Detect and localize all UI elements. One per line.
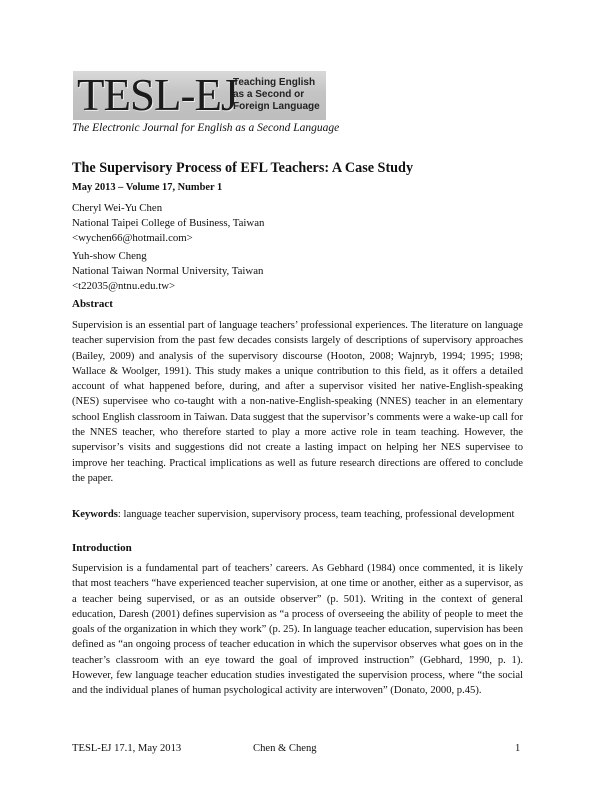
logo-tagline-line: Foreign Language [233, 101, 320, 112]
author-affiliation: National Taipei College of Business, Taiwan [72, 217, 265, 229]
page-number: 1 [515, 743, 521, 754]
author-email[interactable]: <wychen66@hotmail.com> [72, 232, 193, 244]
author-block [72, 249, 263, 294]
abstract-text: Supervision is an essential part of language teachers’ professional experiences. The literature on language teacher supervision from the past few decades consists largely of descriptions of supervisory approaches (Bailey, 2009) and analysis of the supervisory discourse (Hooton, 2008; Wajnryb, 1994; 1995; 1998; Wallace & Woolger, 1991). This study makes a unique contribution to this field, as it offers a detailed account of what happened before, during, and after a supervisor visited her native-English-speaking (NES) supervisee who co-taught with a non-native-English-speaking (NNES) teacher in an elementary school English classroom in Taiwan. Data suggest that the supervisor’s comments were a wake-up call for the NNES teacher, who therefore started to play a more active role in team teaching. However, the supervisor’s visits and suggestions did not create a lasting impact on helping her NES supervisee to improve her teaching. Practical implications as well as future research directions are offered to conclude the paper. [72, 320, 523, 484]
logo-tagline-line: Teaching English [233, 77, 316, 88]
logo-wordmark: TESL-EJ [77, 71, 238, 120]
keywords-text: : language teacher supervision, supervisory process, team teaching, professional development [117, 509, 515, 520]
abstract-heading: Abstract [72, 298, 113, 310]
author-email[interactable]: <t22035@ntnu.edu.tw> [72, 280, 176, 292]
author-affiliation: National Taiwan Normal University, Taiwan [72, 265, 264, 277]
footer-journal-info: TESL-EJ 17.1, May 2013 [72, 743, 182, 754]
article-title: The Supervisory Process of EFL Teachers: A Case Study [72, 160, 414, 176]
keywords-label: Keywords [72, 509, 118, 520]
introduction-text: Supervision is a fundamental part of teachers’ careers. As Gebhard (1984) once commented, it is likely that most teachers “have experienced teacher supervision, at one time or another, either as a supervisor, as a teacher being supervised, or as an outside observer” (p. 501). Writing in the context of general education, Daresh (2001) defines supervision as “a process of overseeing the ability of people to meet the goals of the organization in which they work” (p. 25). In language teacher education, supervision has been defined as “an ongoing process of teacher education in which the supervisor observes what goes on in the teacher’s classroom with an eye toward the goal of improved instruction” (Gebhard, 1990, p. 1). However, few language teacher education studies investigated the supervision process, where “the social and the individual planes of human psychological activity are interwoven” (Donato, 2000, p.45). [72, 563, 523, 697]
keywords [72, 507, 523, 522]
footer-authors: Chen & Cheng [253, 743, 317, 754]
issue-info: May 2013 – Volume 17, Number 1 [72, 182, 223, 193]
introduction-heading: Introduction [72, 542, 132, 554]
journal-logo [73, 71, 326, 120]
journal-subtitle: The Electronic Journal for English as a Second Language [72, 122, 340, 134]
author-name: Yuh-show Cheng [72, 250, 147, 262]
logo-tagline-line: as a Second or [233, 89, 305, 100]
author-name: Cheryl Wei-Yu Chen [72, 202, 163, 214]
author-block [72, 201, 264, 246]
logo-tagline [233, 77, 325, 113]
